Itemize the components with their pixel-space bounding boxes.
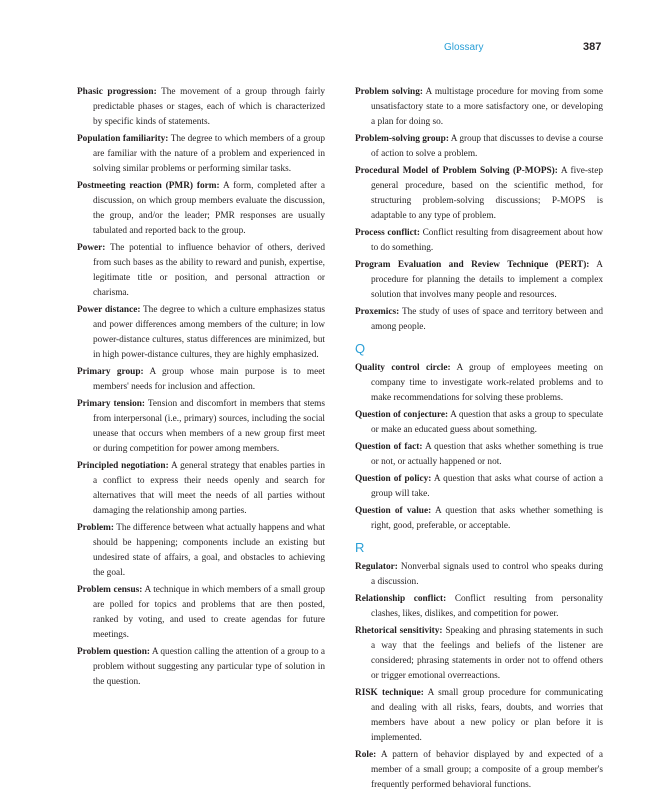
glossary-entry (355, 592, 603, 622)
glossary-definition: The degree to which members of a group are familiar with the nature of a problem and experienced in solving similar problems or performing similar tasks. (93, 134, 326, 174)
left-column (77, 85, 325, 692)
glossary-definition: A multistage procedure for moving from some unsatisfactory state to a more satisfactory one, or developing a plan for doing so. (371, 87, 603, 127)
right-column (355, 85, 603, 795)
glossary-definition: A question that asks a group to speculate or make an educated guess about something. (371, 410, 604, 435)
glossary-definition: The difference between what actually happens and what should be happening; components include an existing but undesired state of affairs, a goal, and obstacles to achieving the goal. (93, 523, 325, 578)
glossary-entry (355, 560, 603, 590)
glossary-definition: A general strategy that enables parties in a conflict to express their needs openly and search for alternatives that will meet the needs of all parties without damaging the relationship among parties. (93, 461, 325, 516)
glossary-term: Population familiarity: (77, 134, 169, 144)
glossary-definition: A five-step general procedure, based on the scientific method, for structuring problem-solving discussions; P-MOPS is adaptable to any type of problem. (371, 166, 603, 221)
glossary-entry (355, 686, 603, 746)
glossary-entry (77, 365, 325, 395)
glossary-term: Question of conjecture: (355, 410, 449, 420)
glossary-term: Postmeeting reaction (PMR) form: (77, 181, 220, 191)
glossary-term: Primary group: (77, 367, 144, 377)
glossary-entry (355, 305, 603, 335)
section-letter-r: R (355, 540, 365, 555)
glossary-entry (355, 504, 603, 534)
glossary-term: Regulator: (355, 562, 398, 572)
glossary-definition: A question that asks what course of action a group will take. (371, 474, 603, 499)
glossary-entry (355, 748, 603, 793)
glossary-term: Phasic progression: (77, 87, 157, 97)
glossary-definition: The movement of a group through fairly predictable phases or stages, each of which is characterized by specific kinds of statements. (93, 87, 325, 127)
glossary-definition: A group of employees meeting on company time to investigate work-related problems and to make recommendations for solving these problems. (371, 363, 603, 403)
glossary-term: Question of value: (355, 506, 432, 516)
glossary-term: Process conflict: (355, 228, 420, 238)
glossary-entry (77, 645, 325, 690)
glossary-term: Quality control circle: (355, 363, 451, 373)
glossary-definition: The degree to which a culture emphasizes status and power differences among members of the culture; in low power-distance cultures, status differences are minimized, but in high power-distance cultures, they are highly emphasized. (93, 305, 326, 360)
glossary-definition: Conflict resulting from disagreement about how to do something. (371, 228, 604, 253)
glossary-entry (77, 397, 325, 457)
glossary-term: Problem census: (77, 585, 143, 595)
glossary-entry (77, 132, 325, 177)
glossary-entry (355, 132, 603, 162)
glossary-term: Problem: (77, 523, 115, 533)
glossary-term: Problem solving: (355, 87, 423, 97)
glossary-entry (355, 85, 603, 130)
glossary-definition: A procedure for planning the details to implement a complex solution that involves many people and resources. (371, 260, 604, 300)
glossary-term: Role: (355, 750, 377, 760)
glossary-term: Question of policy: (355, 474, 432, 484)
glossary-definition: Speaking and phrasing statements in such a way that the feelings and beliefs of the listener are considered; phrasing statements in order not to offend others or trigger emotional overreactions. (371, 626, 603, 681)
glossary-term: Proxemics: (355, 307, 400, 317)
glossary-definition: A pattern of behavior displayed by and expected of a member of a small group; a composite of a group member's frequently performed behavioral functions. (371, 750, 603, 790)
glossary-term: Principled negotiation: (77, 461, 169, 471)
glossary-entry (77, 521, 325, 581)
glossary-entry (77, 303, 325, 363)
glossary-entry (77, 459, 325, 519)
glossary-entry (355, 472, 603, 502)
glossary-entry (77, 85, 325, 130)
glossary-term: Rhetorical sensitivity: (355, 626, 443, 636)
glossary-definition: Nonverbal signals used to control who speaks during a discussion. (371, 562, 604, 587)
glossary-entry (355, 361, 603, 406)
glossary-entry (77, 583, 325, 643)
glossary-entry (355, 258, 603, 303)
glossary-definition: The study of uses of space and territory between and among people. (371, 307, 604, 332)
glossary-term: Program Evaluation and Review Technique (PERT): (355, 260, 590, 270)
glossary-term: Primary tension: (77, 399, 146, 409)
glossary-term: Power: (77, 243, 106, 253)
glossary-definition: A small group procedure for communicating and dealing with all risks, fears, doubts, and worries that members have about a new policy or plan before it is implemented. (371, 688, 603, 743)
glossary-definition: A form, completed after a discussion, on which group members evaluate the discussion, the group, and/or the leader; PMR responses are usually tabulated and reported back to the group. (93, 181, 326, 236)
glossary-definition: A question calling the attention of a group to a problem without suggesting any particular type of solution in the question. (93, 647, 325, 687)
glossary-term: Relationship conflict: (355, 594, 447, 604)
glossary-entry (355, 624, 603, 684)
glossary-entry (355, 408, 603, 438)
page-number: 387 (583, 41, 602, 53)
glossary-entry (355, 440, 603, 470)
glossary-definition: The potential to influence behavior of others, derived from such bases as the ability to reward and punish, expertise, legitimate title or position, and personal attraction or charisma. (93, 243, 326, 298)
glossary-definition: A technique in which members of a small group are polled for topics and problems that are then posted, ranked by voting, and used to create agendas for future meetings. (93, 585, 325, 640)
section-letter-q: Q (355, 341, 366, 356)
glossary-term: RISK technique: (355, 688, 424, 698)
glossary-definition: Conflict resulting from personality clashes, likes, dislikes, and competition for power. (371, 594, 603, 619)
glossary-entry (355, 226, 603, 256)
page-header (0, 42, 645, 60)
glossary-definition: A question that asks whether something is right, good, preferable, or acceptable. (371, 506, 604, 531)
glossary-term: Question of fact: (355, 442, 423, 452)
glossary-definition: A group whose main purpose is to meet members' needs for inclusion and affection. (93, 367, 325, 392)
glossary-term: Power distance: (77, 305, 141, 315)
glossary-entry (77, 241, 325, 301)
glossary-definition: Tension and discomfort in members that stems from interpersonal (i.e., primary) sources, including the social unease that occurs when members of a new group first meet or during competition for power among members. (93, 399, 326, 454)
glossary-term: Problem-solving group: (355, 134, 449, 144)
running-head: Glossary (444, 42, 484, 53)
glossary-definition: A group that discusses to devise a course of action to solve a problem. (371, 134, 604, 159)
glossary-term: Procedural Model of Problem Solving (P-MOPS): (355, 166, 558, 176)
glossary-definition: A question that asks whether something is true or not, or actually happened or not. (371, 442, 603, 467)
glossary-entry (355, 164, 603, 224)
glossary-entry (77, 179, 325, 239)
glossary-term: Problem question: (77, 647, 150, 657)
